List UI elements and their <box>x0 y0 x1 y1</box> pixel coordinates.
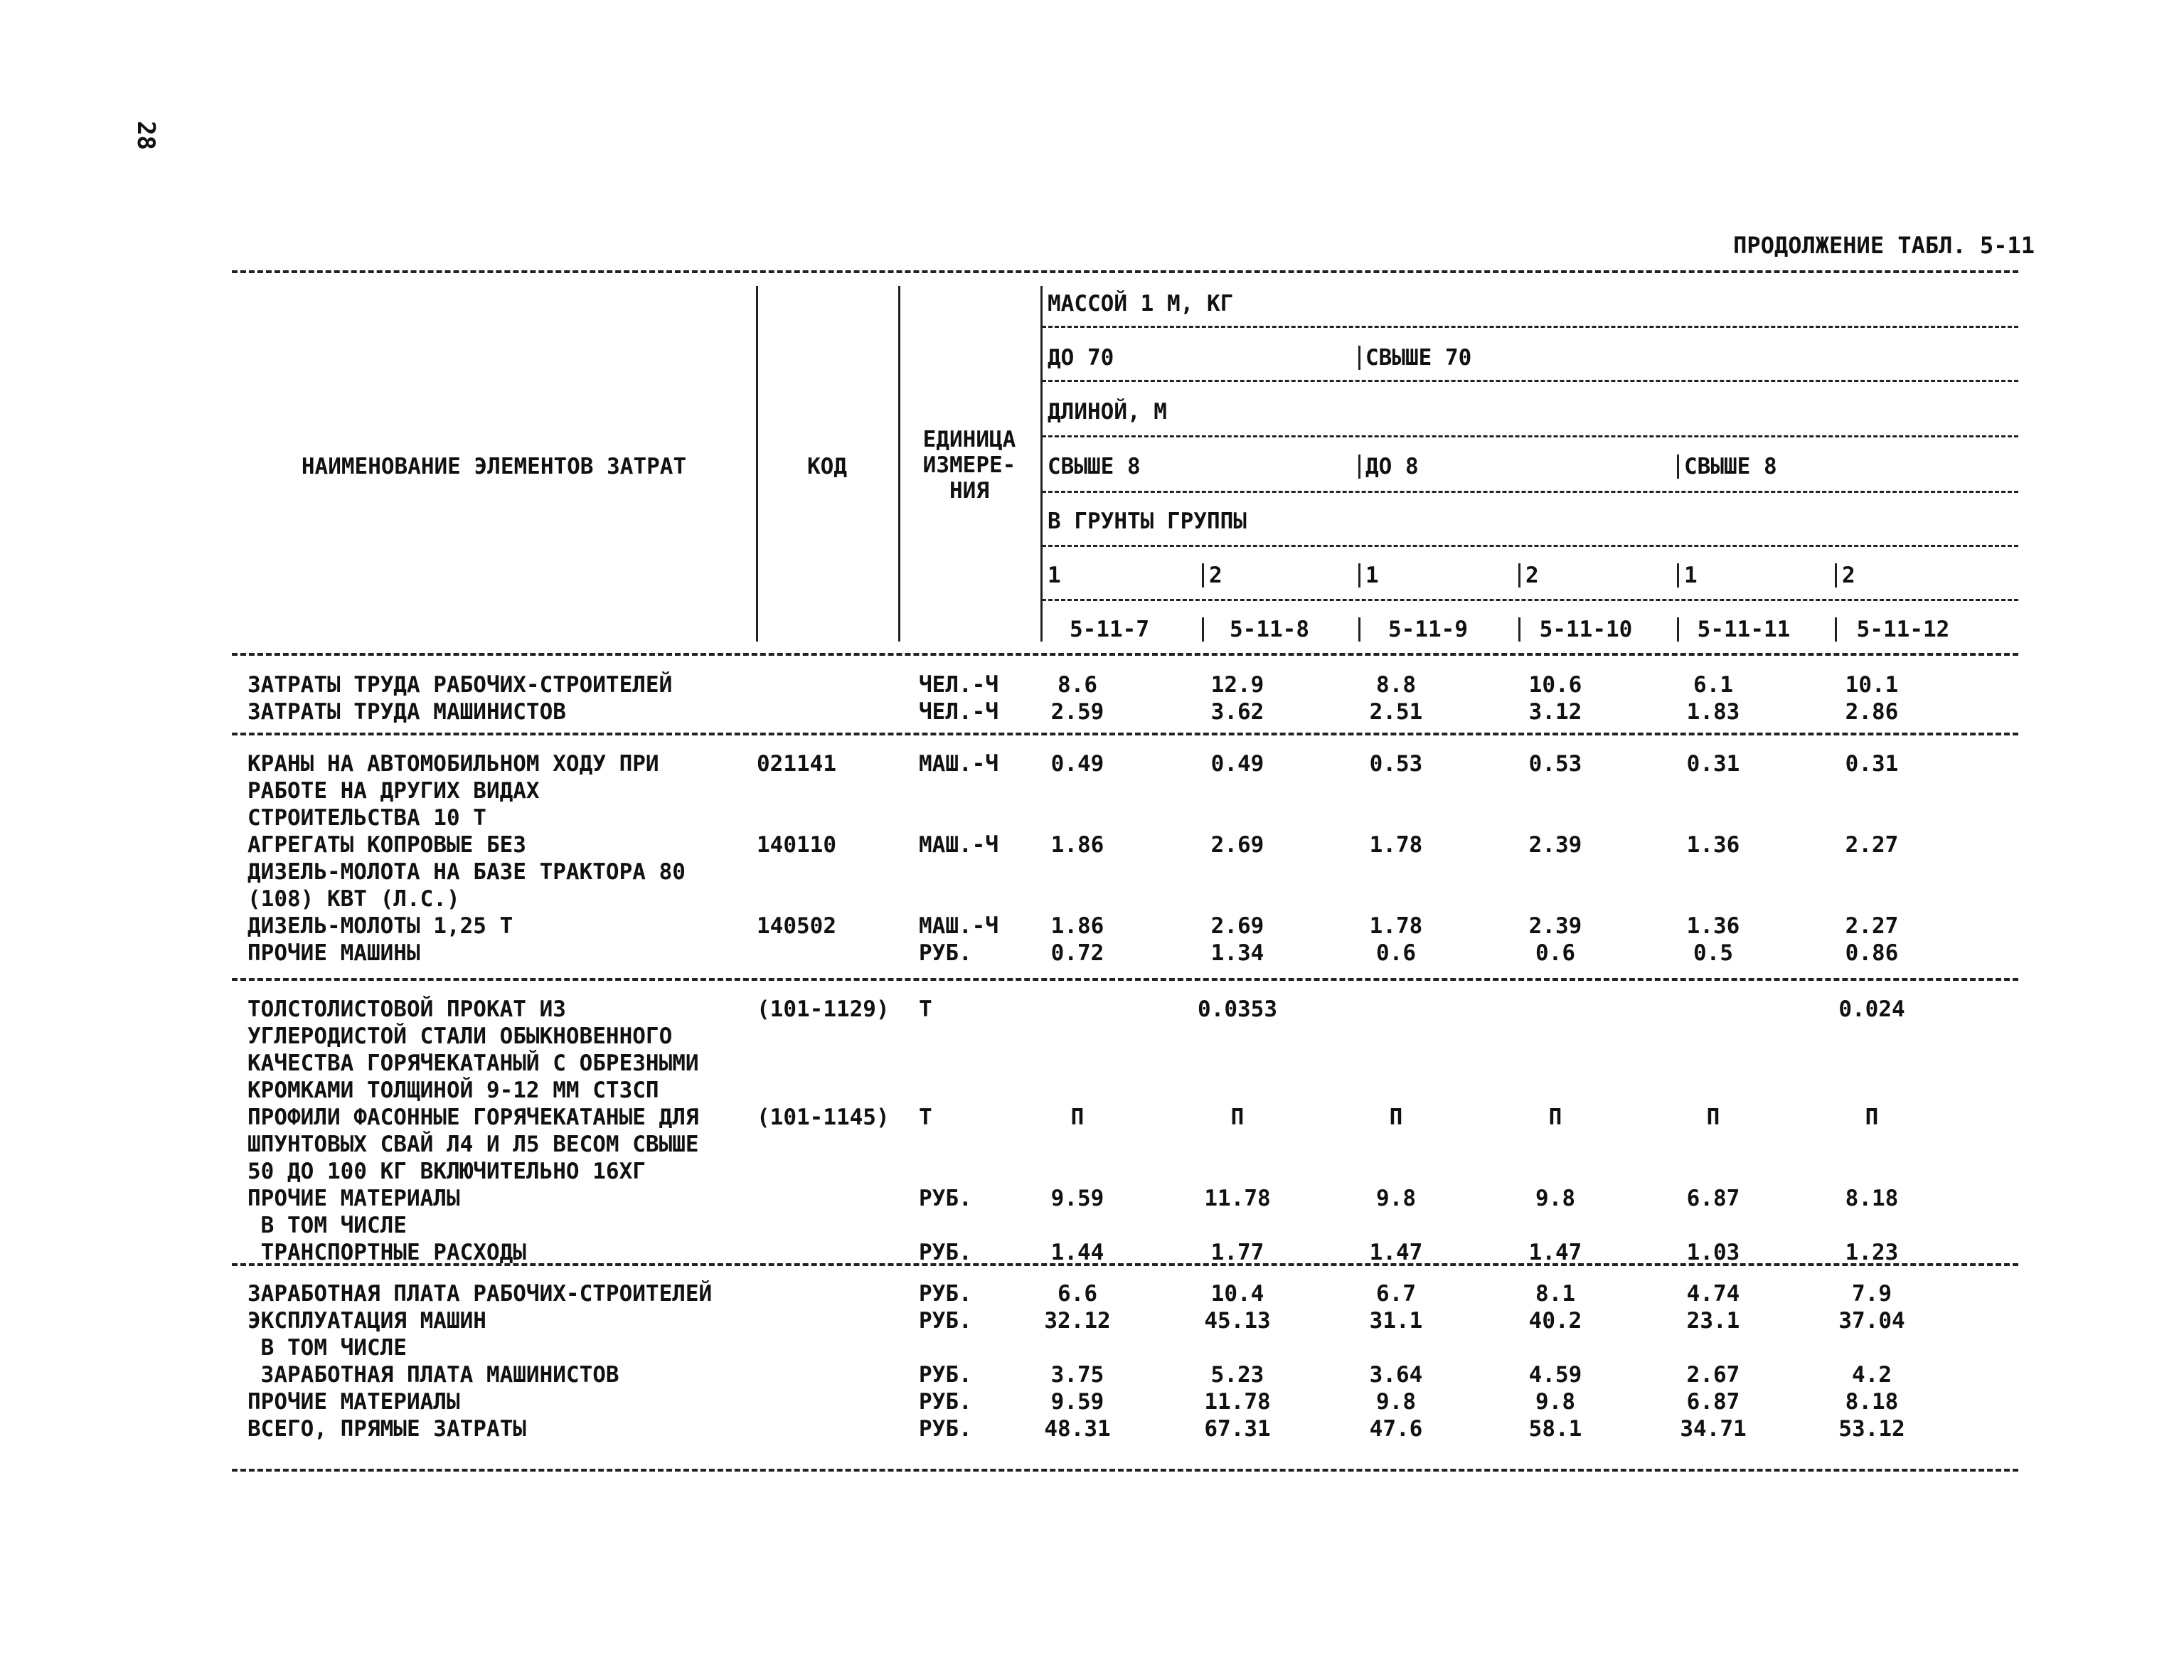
unit-column-header: ЕДИНИЦА ИЗМЕРЕ- НИЯ <box>922 427 1016 504</box>
row-value: 2.69 <box>1210 832 1264 858</box>
row-unit: МАШ.-Ч <box>919 913 998 939</box>
row-value: 0.0353 <box>1198 996 1277 1022</box>
row-value: 4.59 <box>1528 1362 1582 1388</box>
row-value: 9.8 <box>1376 1186 1416 1211</box>
row-value: 45.13 <box>1204 1308 1271 1334</box>
row-value: 1.36 <box>1686 832 1740 858</box>
row-name-line: ПРОФИЛИ ФАСОННЫЕ ГОРЯЧЕКАТАНЫЕ ДЛЯ <box>247 1105 699 1130</box>
row-value: П <box>1548 1105 1562 1130</box>
header-rule <box>1042 545 2018 547</box>
row-name-line: (108) КВТ (Л.С.) <box>247 886 460 912</box>
soil-group: 1 <box>1684 563 1698 588</box>
row-name-line: ЗАТРАТЫ ТРУДА МАШИНИСТОВ <box>247 699 566 725</box>
row-name-line: ТОЛСТОЛИСТОВОЙ ПРОКАТ ИЗ <box>247 996 566 1022</box>
row-value: П <box>1230 1105 1245 1130</box>
row-unit: Т <box>919 1105 932 1130</box>
header-top-rule <box>232 270 2018 273</box>
row-value: 0.53 <box>1369 751 1423 777</box>
section-rule <box>232 733 2018 735</box>
column-code: 5-11-12 <box>1856 617 1950 642</box>
row-name-line: УГЛЕРОДИСТОЙ СТАЛИ ОБЫКНОВЕННОГО <box>247 1024 673 1049</box>
row-value: 10.4 <box>1210 1281 1264 1307</box>
row-value: 4.74 <box>1686 1281 1740 1307</box>
table-caption: ПРОДОЛЖЕНИЕ ТАБЛ. 5-11 <box>1733 232 2035 259</box>
row-value: 37.04 <box>1838 1308 1905 1334</box>
row-value: 1.23 <box>1845 1240 1899 1265</box>
row-value: П <box>1706 1105 1720 1130</box>
row-code: (101-1145) <box>757 1105 890 1130</box>
length-group-1: СВЫШЕ 8 <box>1048 454 1141 479</box>
row-value: 6.87 <box>1686 1389 1740 1415</box>
soil-group: 2 <box>1525 563 1539 588</box>
row-value: 10.1 <box>1845 672 1899 698</box>
row-value: 1.47 <box>1528 1240 1582 1265</box>
row-value: 1.83 <box>1686 699 1740 725</box>
row-name-line: ЭКСПЛУАТАЦИЯ МАШИН <box>247 1308 486 1334</box>
row-value: 0.49 <box>1210 751 1264 777</box>
row-name-line: В ТОМ ЧИСЛЕ <box>247 1335 407 1361</box>
row-value: 8.1 <box>1535 1281 1575 1307</box>
length-group-3: СВЫШЕ 8 <box>1684 454 1777 479</box>
row-value: 4.2 <box>1852 1362 1892 1388</box>
row-unit: РУБ. <box>919 1362 972 1388</box>
length-header: ДЛИНОЙ, М <box>1048 399 1167 425</box>
row-value: 5.23 <box>1210 1362 1264 1388</box>
row-value: 3.75 <box>1050 1362 1104 1388</box>
row-value: 2.27 <box>1845 913 1899 939</box>
row-value: 9.8 <box>1535 1389 1575 1415</box>
row-value: 1.03 <box>1686 1240 1740 1265</box>
row-value: 9.59 <box>1050 1389 1104 1415</box>
row-value: 67.31 <box>1204 1416 1271 1442</box>
row-value: 1.86 <box>1050 832 1104 858</box>
header-rule <box>1042 435 2018 437</box>
row-value: 6.87 <box>1686 1186 1740 1211</box>
row-unit: РУБ. <box>919 1308 972 1334</box>
row-code: 021141 <box>757 751 836 777</box>
header-rule <box>1042 380 2018 382</box>
row-value: 10.6 <box>1528 672 1582 698</box>
row-value: 0.31 <box>1686 751 1740 777</box>
row-value: 3.62 <box>1210 699 1264 725</box>
row-value: П <box>1865 1105 1879 1130</box>
row-value: 1.78 <box>1369 832 1423 858</box>
row-unit: ЧЕЛ.-Ч <box>919 672 998 698</box>
row-value: 1.86 <box>1050 913 1104 939</box>
row-value: 2.69 <box>1210 913 1264 939</box>
row-value: 47.6 <box>1369 1416 1423 1442</box>
row-name-line: ЗАРАБОТНАЯ ПЛАТА РАБОЧИХ-СТРОИТЕЛЕЙ <box>247 1281 713 1307</box>
column-code: 5-11-10 <box>1539 617 1633 642</box>
row-value: 0.31 <box>1845 751 1899 777</box>
mass-group-2: СВЫШЕ 70 <box>1365 345 1472 371</box>
row-value: 58.1 <box>1528 1416 1582 1442</box>
row-unit: ЧЕЛ.-Ч <box>919 699 998 725</box>
row-name-line: ПРОЧИЕ МАТЕРИАЛЫ <box>247 1389 460 1415</box>
row-name-line: КАЧЕСТВА ГОРЯЧЕКАТАНЫЙ С ОБРЕЗНЫМИ <box>247 1051 699 1076</box>
row-name-line: ДИЗЕЛЬ-МОЛОТА НА БАЗЕ ТРАКТОРА 80 <box>247 859 686 885</box>
row-value: 3.64 <box>1369 1362 1423 1388</box>
row-unit: МАШ.-Ч <box>919 832 998 858</box>
row-name-line: ШПУНТОВЫХ СВАЙ Л4 И Л5 ВЕСОМ СВЫШЕ <box>247 1132 699 1157</box>
soil-group: 1 <box>1365 563 1379 588</box>
page-number: 28 <box>132 121 160 150</box>
row-value: 0.024 <box>1838 996 1905 1022</box>
row-value: 7.9 <box>1852 1281 1892 1307</box>
row-value: 0.6 <box>1376 940 1416 966</box>
row-name-line: 50 ДО 100 КГ ВКЛЮЧИТЕЛЬНО 16ХГ <box>247 1159 646 1184</box>
row-value: 2.39 <box>1528 832 1582 858</box>
length-group-2: ДО 8 <box>1365 454 1419 479</box>
row-value: 9.8 <box>1535 1186 1575 1211</box>
header-tick <box>1202 617 1204 642</box>
row-name-line: В ТОМ ЧИСЛЕ <box>247 1213 407 1238</box>
row-unit: РУБ. <box>919 1389 972 1415</box>
row-unit: РУБ. <box>919 1186 972 1211</box>
header-tick <box>1202 563 1204 588</box>
row-value: 31.1 <box>1369 1308 1423 1334</box>
row-value: 0.86 <box>1845 940 1899 966</box>
soil-group: 2 <box>1842 563 1855 588</box>
header-bottom-rule <box>232 653 2018 656</box>
row-value: П <box>1070 1105 1085 1130</box>
section-rule <box>232 1469 2018 1472</box>
soil-group: 2 <box>1209 563 1222 588</box>
row-unit: Т <box>919 996 932 1022</box>
row-value: 1.78 <box>1369 913 1423 939</box>
soil-header: В ГРУНТЫ ГРУППЫ <box>1048 509 1247 534</box>
row-name-line: РАБОТЕ НА ДРУГИХ ВИДАХ <box>247 778 540 804</box>
row-value: 1.77 <box>1210 1240 1264 1265</box>
row-value: 1.44 <box>1050 1240 1104 1265</box>
row-value: 0.6 <box>1535 940 1575 966</box>
row-unit: МАШ.-Ч <box>919 751 998 777</box>
header-rule <box>1042 326 2018 328</box>
row-value: 53.12 <box>1838 1416 1905 1442</box>
row-value: 9.8 <box>1376 1389 1416 1415</box>
row-value: 2.59 <box>1050 699 1104 725</box>
row-value: 2.67 <box>1686 1362 1740 1388</box>
row-value: 32.12 <box>1044 1308 1111 1334</box>
row-code: 140110 <box>757 832 836 858</box>
column-code: 5-11-9 <box>1388 617 1468 642</box>
header-tick <box>1358 563 1360 588</box>
name-column-header: НАИМЕНОВАНИЕ ЭЛЕМЕНТОВ ЗАТРАТ <box>301 454 687 479</box>
header-tick <box>1677 563 1679 588</box>
header-tick <box>1677 454 1679 479</box>
row-value: 11.78 <box>1204 1389 1271 1415</box>
row-name-line: КРОМКАМИ ТОЛЩИНОЙ 9-12 ММ СТ3СП <box>247 1078 659 1103</box>
row-unit: РУБ. <box>919 1240 972 1265</box>
row-value: 8.18 <box>1845 1389 1899 1415</box>
row-value: 11.78 <box>1204 1186 1271 1211</box>
soil-group: 1 <box>1048 563 1061 588</box>
row-unit: РУБ. <box>919 1416 972 1442</box>
mass-group-1: ДО 70 <box>1048 345 1114 371</box>
row-value: 1.34 <box>1210 940 1264 966</box>
row-value: 0.49 <box>1050 751 1104 777</box>
column-code: 5-11-8 <box>1230 617 1309 642</box>
row-name-line: ТРАНСПОРТНЫЕ РАСХОДЫ <box>247 1240 526 1265</box>
row-name-line: СТРОИТЕЛЬСТВА 10 Т <box>247 805 486 831</box>
mass-header: МАССОЙ 1 М, КГ <box>1048 291 1234 317</box>
row-value: 2.86 <box>1845 699 1899 725</box>
header-tick <box>1358 346 1360 370</box>
row-name-line: ДИЗЕЛЬ-МОЛОТЫ 1,25 Т <box>247 913 513 939</box>
row-value: 2.39 <box>1528 913 1582 939</box>
section-rule <box>232 1263 2018 1266</box>
section-rule <box>232 978 2018 981</box>
header-tick <box>1677 617 1679 642</box>
row-name-line: ПРОЧИЕ МАТЕРИАЛЫ <box>247 1186 460 1211</box>
row-name-line: КРАНЫ НА АВТОМОБИЛЬНОМ ХОДУ ПРИ <box>247 751 659 777</box>
row-value: 8.8 <box>1376 672 1416 698</box>
row-value: 12.9 <box>1210 672 1264 698</box>
row-value: 8.18 <box>1845 1186 1899 1211</box>
row-name-line: АГРЕГАТЫ КОПРОВЫЕ БЕЗ <box>247 832 526 858</box>
row-name-line: ПРОЧИЕ МАШИНЫ <box>247 940 420 966</box>
row-unit: РУБ. <box>919 940 972 966</box>
row-value: 1.36 <box>1686 913 1740 939</box>
header-rule <box>1042 491 2018 493</box>
header-tick <box>1835 563 1837 588</box>
row-value: 9.59 <box>1050 1186 1104 1211</box>
row-value: 8.6 <box>1058 672 1097 698</box>
row-value: 0.5 <box>1693 940 1733 966</box>
row-value: 6.6 <box>1058 1281 1097 1307</box>
row-value: П <box>1389 1105 1403 1130</box>
column-code: 5-11-11 <box>1697 617 1791 642</box>
row-value: 6.1 <box>1693 672 1733 698</box>
row-code: 140502 <box>757 913 836 939</box>
header-tick <box>1518 617 1520 642</box>
row-value: 6.7 <box>1376 1281 1416 1307</box>
row-value: 1.47 <box>1369 1240 1423 1265</box>
code-column-header: КОД <box>807 454 847 479</box>
row-value: 34.71 <box>1680 1416 1747 1442</box>
header-rule <box>1042 599 2018 601</box>
row-value: 2.27 <box>1845 832 1899 858</box>
row-value: 2.51 <box>1369 699 1423 725</box>
header-tick <box>1518 563 1520 588</box>
row-value: 48.31 <box>1044 1416 1111 1442</box>
row-value: 23.1 <box>1686 1308 1740 1334</box>
row-value: 0.72 <box>1050 940 1104 966</box>
header-tick <box>1835 617 1837 642</box>
header-divider-unit <box>1040 286 1043 642</box>
column-code: 5-11-7 <box>1070 617 1149 642</box>
row-name-line: ЗАТРАТЫ ТРУДА РАБОЧИХ-СТРОИТЕЛЕЙ <box>247 672 673 698</box>
header-tick <box>1358 617 1360 642</box>
header-tick <box>1358 454 1360 479</box>
row-value: 40.2 <box>1528 1308 1582 1334</box>
row-unit: РУБ. <box>919 1281 972 1307</box>
row-name-line: ВСЕГО, ПРЯМЫЕ ЗАТРАТЫ <box>247 1416 526 1442</box>
row-value: 3.12 <box>1528 699 1582 725</box>
row-value: 0.53 <box>1528 751 1582 777</box>
row-name-line: ЗАРАБОТНАЯ ПЛАТА МАШИНИСТОВ <box>247 1362 619 1388</box>
row-code: (101-1129) <box>757 996 890 1022</box>
